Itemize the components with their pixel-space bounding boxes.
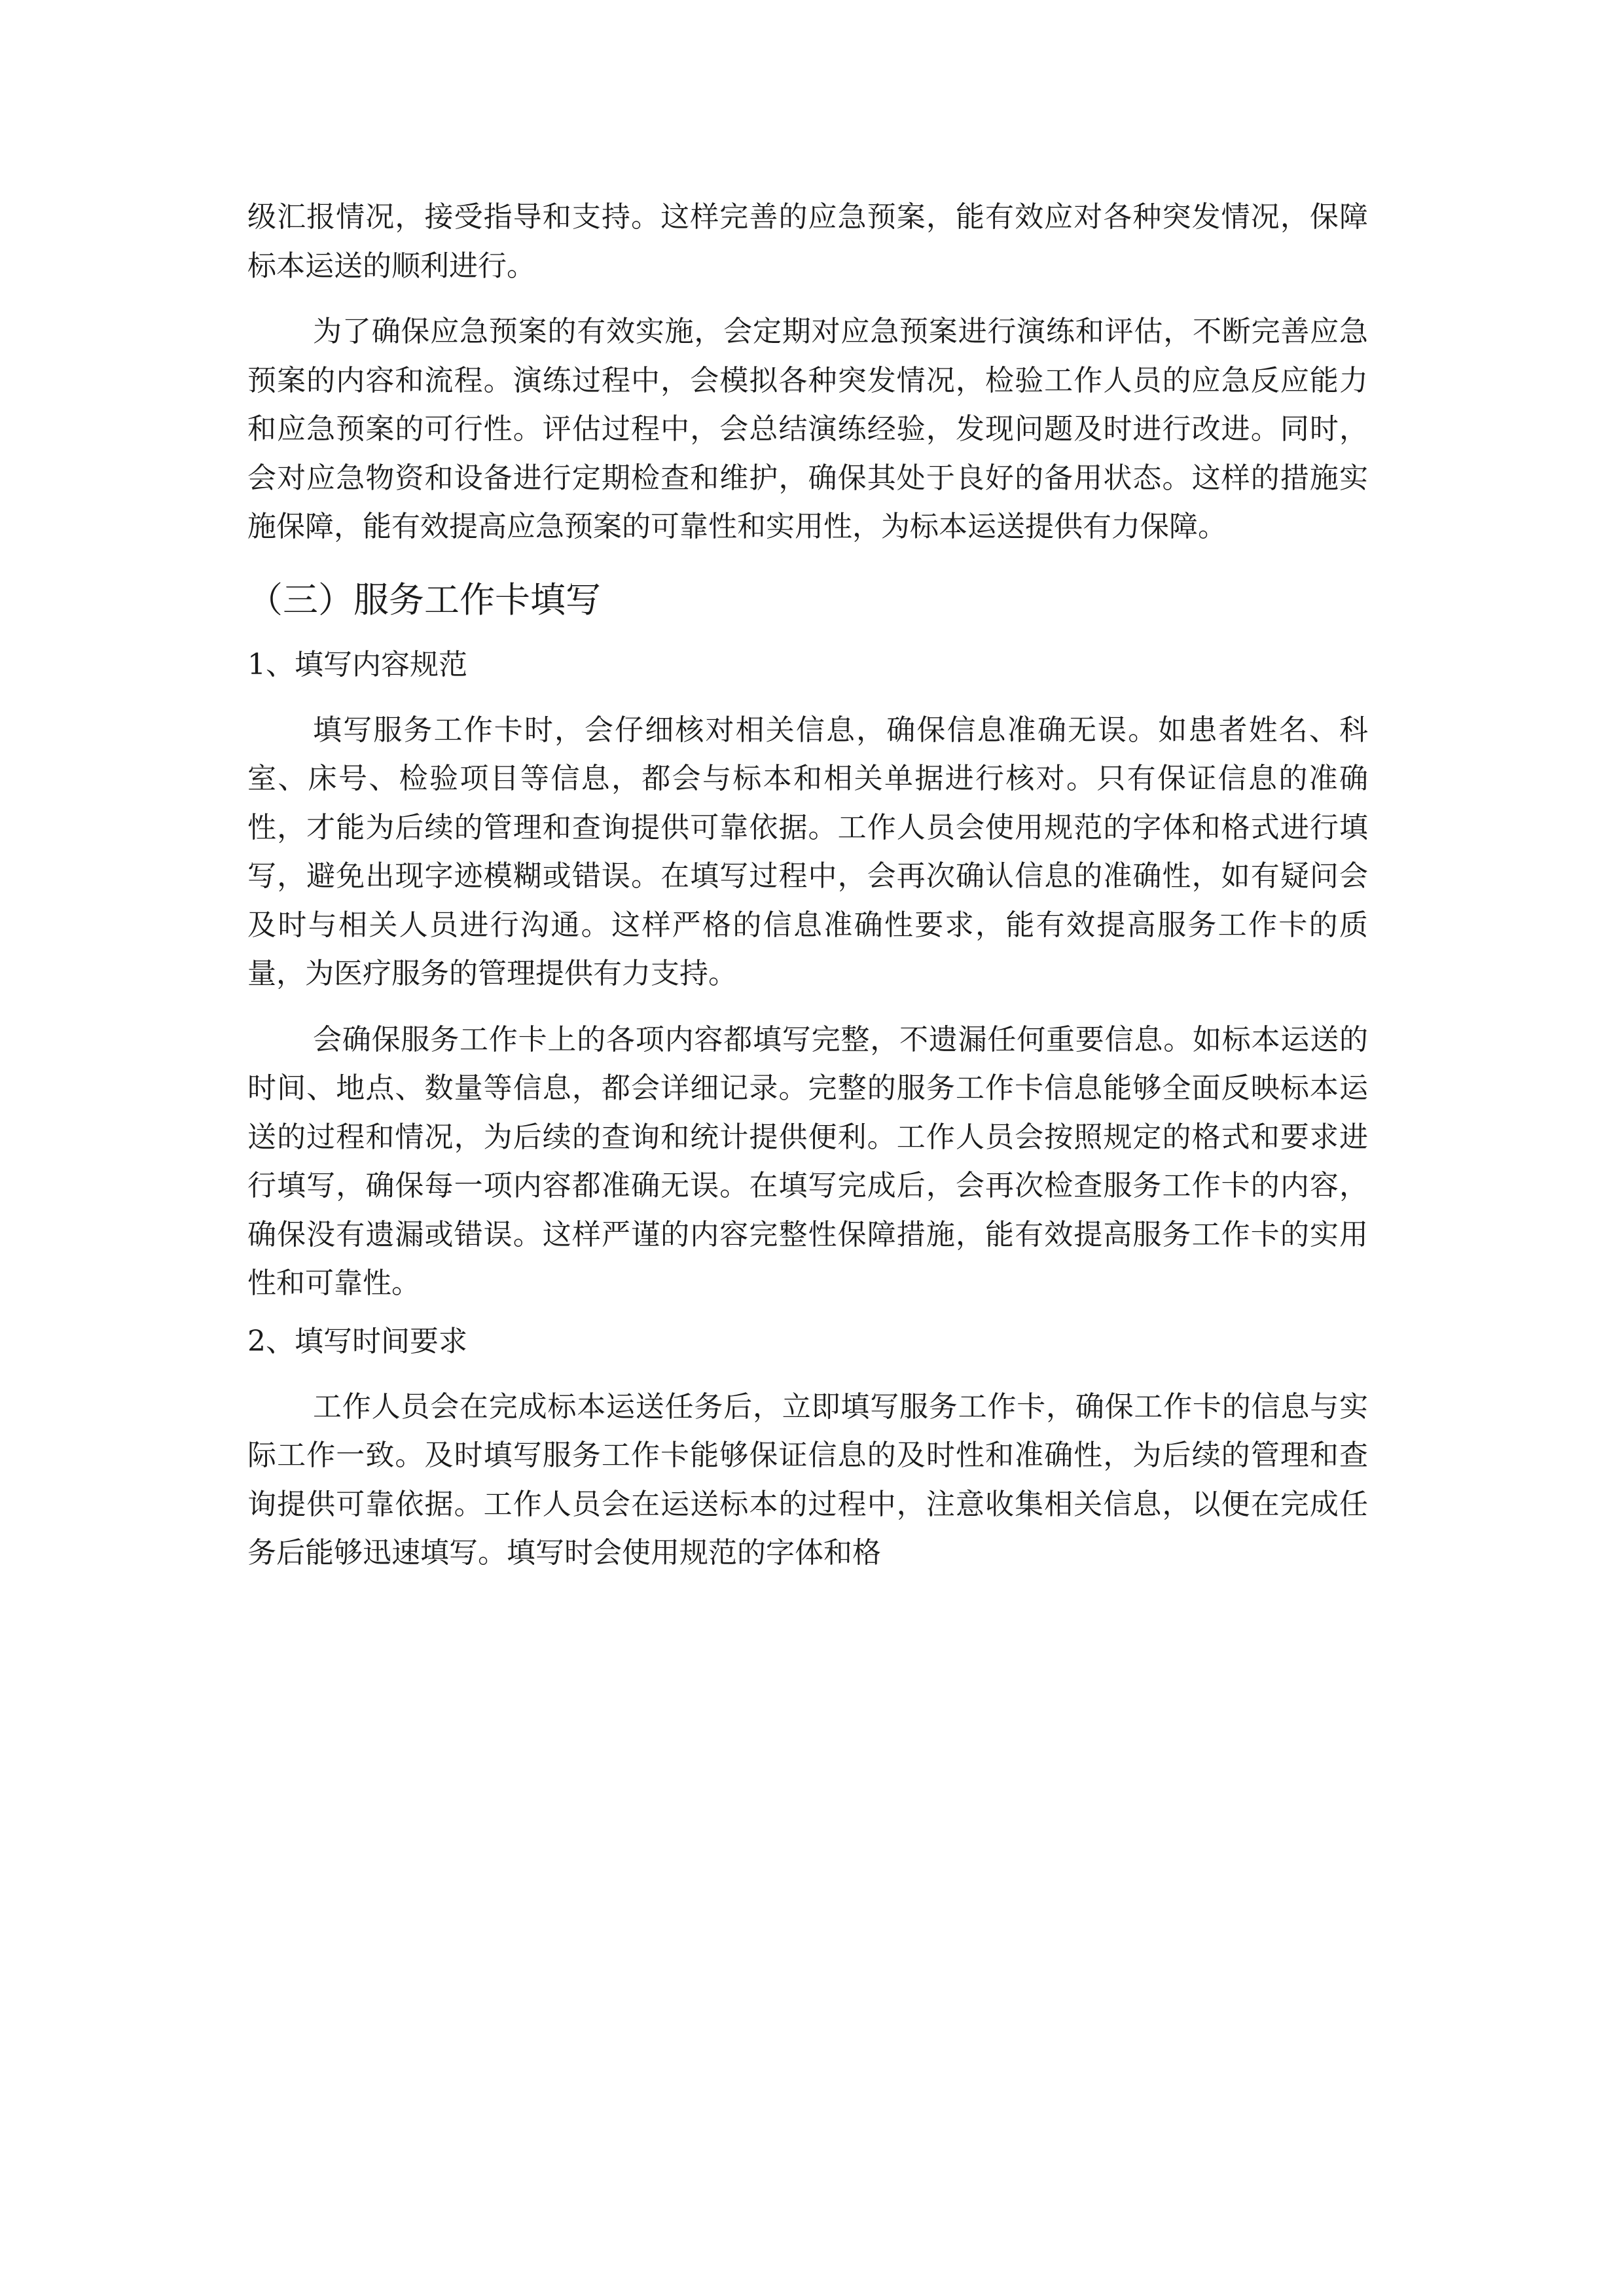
section-heading: （三）服务工作卡填写 — [247, 579, 601, 620]
body-paragraph: 填写服务工作卡时，会仔细核对相关信息，确保信息准确无误。如患者姓名、科室、床号、检验项目等信息，都会与标本和相关单据进行核对。只有保证信息的准确性，才能为后续的管理和查询提供可靠依据。工作人员会使用规范的字体和格式进行填写，避免出现字迹模糊或错误。在填写过程中，会再次确认信息的准确性，如有疑问会及时与相关人员进行沟通。这样严格的信息准确性要求，能有效提高服务工作卡的质量，为医疗服务的管理提供有力支持。 — [247, 713, 1368, 990]
page-content — [247, 193, 1368, 1578]
subsection-heading: 2、填写时间要求 — [247, 1324, 467, 1358]
body-paragraph: 会确保服务工作卡上的各项内容都填写完整，不遗漏任何重要信息。如标本运送的时间、地点、数量等信息，都会详细记录。完整的服务工作卡信息能够全面反映标本运送的过程和情况，为后续的查询和统计提供便利。工作人员会按照规定的格式和要求进行填写，确保每一项内容都准确无误。在填写完成后，会再次检查服务工作卡的内容，确保没有遗漏或错误。这样严谨的内容完整性保障措施，能有效提高服务工作卡的实用性和可靠性。 — [247, 1022, 1368, 1300]
body-paragraph: 为了确保应急预案的有效实施，会定期对应急预案进行演练和评估，不断完善应急预案的内容和流程。演练过程中，会模拟各种突发情况，检验工作人员的应急反应能力和应急预案的可行性。评估过程中，会总结演练经验，发现问题及时进行改进。同时，会对应急物资和设备进行定期检查和维护，确保其处于良好的备用状态。这样的措施实施保障，能有效提高应急预案的可靠性和实用性，为标本运送提供有力保障。 — [247, 315, 1368, 543]
body-paragraph: 级汇报情况，接受指导和支持。这样完善的应急预案，能有效应对各种突发情况，保障标本运送的顺利进行。 — [247, 200, 1368, 283]
body-paragraph: 工作人员会在完成标本运送任务后，立即填写服务工作卡，确保工作卡的信息与实际工作一致。及时填写服务工作卡能够保证信息的及时性和准确性，为后续的管理和查询提供可靠依据。工作人员会在运送标本的过程中，注意收集相关信息，以便在完成任务后能够迅速填写。填写时会使用规范的字体和格 — [247, 1390, 1368, 1570]
subsection-heading: 1、填写内容规范 — [247, 647, 467, 681]
